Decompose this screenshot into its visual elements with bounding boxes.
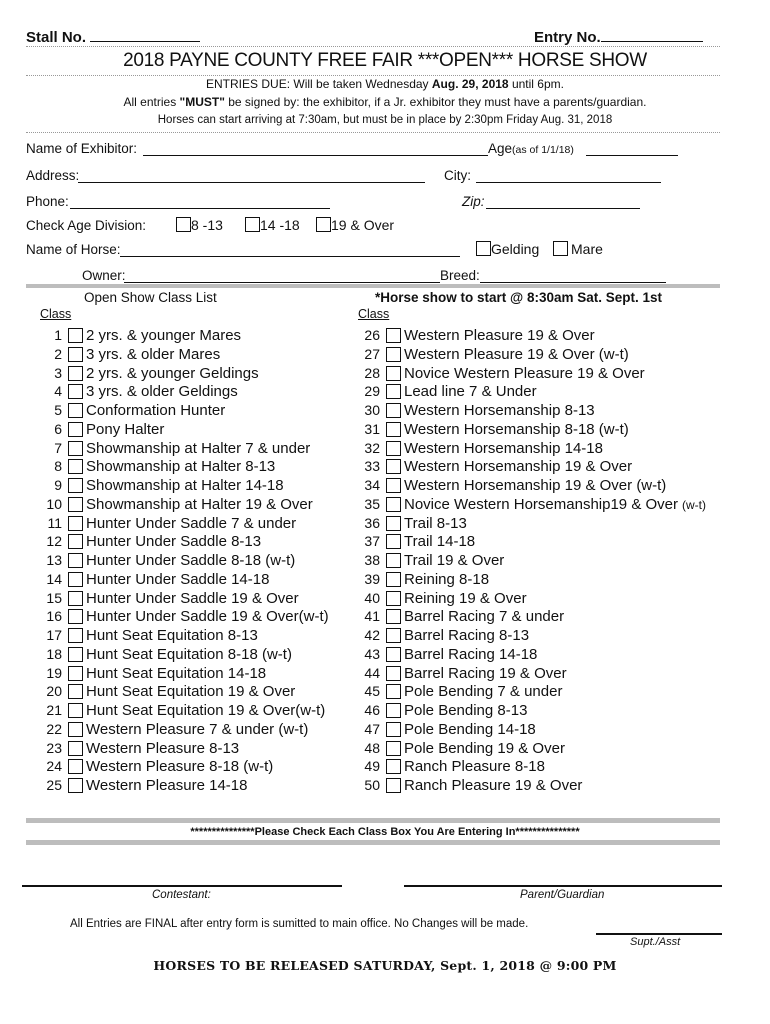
class-number: 7: [54, 439, 62, 456]
class-row[interactable]: [360, 439, 603, 457]
class-name: Barrel Racing 8-13: [404, 627, 530, 644]
check-note: ***************Please Check Each Class Box You Are Entering In***************: [190, 826, 580, 838]
age-input[interactable]: [586, 155, 678, 156]
class-checkbox[interactable]: [68, 591, 83, 606]
class-name: Western Horsemanship 14-18: [404, 439, 603, 457]
age-division-8-13-label: 8 -13: [191, 217, 223, 233]
class-name: Pole Bending 14-18: [404, 720, 536, 738]
class-checkbox[interactable]: [386, 778, 401, 793]
class-row[interactable]: [42, 326, 241, 344]
class-checkbox[interactable]: [386, 366, 401, 381]
class-row[interactable]: [360, 457, 632, 475]
class-row[interactable]: [360, 420, 629, 438]
class-checkbox[interactable]: [68, 647, 83, 662]
class-checkbox[interactable]: [386, 666, 401, 681]
class-row[interactable]: [42, 776, 247, 794]
class-name: Pole Bending 19 & Over: [404, 739, 565, 757]
class-row[interactable]: [42, 645, 292, 663]
class-checkbox[interactable]: [68, 478, 83, 493]
signature-requirement: [0, 95, 770, 109]
class-number: 29: [364, 383, 380, 400]
class-number: 13: [46, 552, 62, 568]
class-row[interactable]: [42, 720, 308, 738]
class-checkbox[interactable]: [386, 759, 401, 774]
class-number: 23: [46, 739, 62, 756]
city-input[interactable]: [476, 182, 661, 183]
class-name: Hunter Under Saddle 8-18 (w-t): [86, 552, 296, 569]
class-checkbox[interactable]: [386, 441, 401, 456]
class-number: 25: [46, 777, 62, 793]
class-row[interactable]: [360, 345, 629, 363]
horse-label: Name of Horse:: [26, 242, 121, 257]
class-number: 15: [46, 589, 62, 606]
class-number: 5: [54, 402, 62, 418]
class-row[interactable]: [42, 345, 220, 363]
entry-number-line[interactable]: [601, 27, 703, 42]
address-input[interactable]: [78, 182, 425, 183]
gelding-label: Gelding: [491, 241, 540, 257]
checkbox[interactable]: [176, 217, 191, 232]
class-row[interactable]: [42, 420, 164, 438]
age-note: (as of 1/1/18): [512, 144, 574, 156]
class-name: Hunter Under Saddle 19 & Over: [86, 589, 299, 607]
class-number: 10: [46, 495, 62, 512]
class-number: 24: [46, 758, 62, 775]
class-row[interactable]: [360, 532, 475, 550]
class-name: Western Horsemanship 8-13: [404, 402, 595, 419]
owner-input[interactable]: [124, 282, 440, 283]
class-name: 2 yrs. & younger Mares: [86, 327, 242, 344]
class-name: Reining 8-18: [404, 570, 490, 588]
class-checkbox[interactable]: [386, 422, 401, 437]
class-number: 18: [46, 645, 62, 662]
class-row[interactable]: [42, 495, 313, 513]
class-name: Trail 14-18: [404, 533, 476, 551]
class-name: Western Pleasure 8-13: [86, 739, 240, 757]
class-row[interactable]: [42, 457, 275, 475]
parent-signature-line[interactable]: [404, 885, 722, 887]
final-note: All Entries are FINAL after entry form is sumitted to main office. No Changes will be made.: [70, 918, 529, 930]
class-name: Novice Western Horsemanship19 & Over: [404, 495, 678, 513]
entries-due-label: ENTRIES DUE:: [206, 77, 291, 91]
class-name: Ranch Pleasure 19 & Over: [404, 777, 583, 794]
class-row[interactable]: [360, 720, 536, 738]
class-checkbox[interactable]: [386, 684, 401, 699]
class-row[interactable]: [360, 682, 562, 700]
class-row[interactable]: [42, 382, 238, 400]
class-number: 36: [364, 514, 380, 531]
class-number: 17: [46, 627, 62, 643]
class-row[interactable]: [42, 739, 239, 757]
class-number: 27: [364, 345, 380, 362]
class-name: Pole Bending 7 & under: [404, 683, 563, 701]
class-number: 32: [364, 439, 380, 456]
class-name: Novice Western Pleasure 19 & Over: [404, 364, 645, 382]
mare-option[interactable]: [553, 241, 603, 257]
class-number: 50: [364, 777, 380, 793]
age-division-8-13[interactable]: [176, 217, 223, 233]
class-checkbox[interactable]: [68, 666, 83, 681]
class-number: 1: [54, 327, 62, 343]
class-number: 47: [364, 720, 380, 737]
class-checkbox[interactable]: [68, 403, 83, 418]
class-name: Hunt Seat Equitation 14-18: [86, 664, 267, 682]
divider: [26, 46, 720, 47]
class-checkbox[interactable]: [386, 497, 401, 512]
class-checkbox[interactable]: [386, 609, 401, 624]
stall-number-line[interactable]: [90, 27, 200, 42]
age-division-14-18[interactable]: [245, 217, 300, 233]
class-number: 12: [46, 533, 62, 550]
exhibitor-input[interactable]: [143, 155, 488, 156]
entries-due-time: until 6pm.: [508, 77, 564, 91]
entries-due-text: Will be taken Wednesday: [290, 77, 432, 91]
class-row[interactable]: [42, 589, 299, 607]
entry-number-field[interactable]: [534, 27, 703, 46]
class-checkbox[interactable]: [386, 591, 401, 606]
class-checkbox[interactable]: [68, 703, 83, 718]
class-number: 19: [46, 664, 62, 681]
class-row[interactable]: [42, 570, 269, 588]
entry-label: Entry No.: [534, 29, 601, 46]
class-name: 2 yrs. & younger Geldings: [86, 364, 259, 382]
class-row[interactable]: [360, 364, 645, 382]
class-number: 33: [364, 458, 380, 475]
class-checkbox[interactable]: [386, 384, 401, 399]
exhibitor-label: Name of Exhibitor:: [26, 141, 138, 156]
class-checkbox[interactable]: [68, 516, 83, 531]
class-row[interactable]: [360, 701, 527, 719]
release-note: HORSES TO BE RELEASED SATURDAY, Sept. 1, 2018 @ 9:00 PM: [153, 958, 617, 973]
class-checkbox[interactable]: [386, 328, 401, 343]
class-checkbox[interactable]: [68, 534, 83, 549]
class-row[interactable]: [42, 401, 225, 419]
class-checkbox[interactable]: [386, 516, 401, 531]
class-number: 2: [54, 345, 62, 362]
class-name: Barrel Racing 7 & under: [404, 608, 565, 626]
parent-label: Parent/Guardian: [520, 889, 605, 901]
divider: [26, 284, 720, 288]
supt-label: Supt./Asst: [630, 936, 681, 948]
signed-must: "MUST": [179, 95, 225, 109]
class-row[interactable]: [42, 364, 259, 382]
class-checkbox[interactable]: [68, 328, 83, 343]
class-checkbox[interactable]: [386, 628, 401, 643]
class-name: Hunt Seat Equitation 19 & Over(w-t): [86, 702, 326, 719]
class-row[interactable]: [42, 682, 295, 700]
age-division-19-over-label: 19 & Over: [331, 217, 395, 233]
class-name: Western Pleasure 14-18: [86, 777, 248, 794]
class-row[interactable]: [42, 701, 325, 719]
class-checkbox[interactable]: [68, 759, 83, 774]
zip-label: Zip:: [462, 194, 485, 209]
stall-number-field[interactable]: [26, 27, 200, 46]
address-label: Address:: [26, 168, 80, 183]
horse-input[interactable]: [120, 256, 460, 257]
class-row[interactable]: [360, 514, 467, 532]
class-name: Hunter Under Saddle 14-18: [86, 570, 270, 588]
gelding-option[interactable]: [476, 241, 539, 257]
class-row[interactable]: [360, 382, 537, 400]
class-row[interactable]: [360, 739, 565, 757]
age-division-label: Check Age Division:: [26, 218, 147, 233]
class-name: Hunt Seat Equitation 8-18 (w-t): [86, 645, 292, 663]
class-number: 38: [364, 552, 380, 568]
class-number: 35: [364, 495, 380, 512]
zip-input[interactable]: [486, 208, 640, 209]
mare-label: Mare: [571, 241, 603, 257]
divider: [26, 75, 720, 76]
class-number: 39: [364, 570, 380, 587]
class-row[interactable]: [360, 626, 529, 644]
signed-pre: All entries: [123, 95, 180, 109]
class-name: Conformation Hunter: [86, 402, 226, 419]
class-name: Hunt Seat Equitation 8-13: [86, 627, 258, 644]
class-number: 8: [54, 458, 62, 475]
class-number: 22: [46, 720, 62, 737]
class-row[interactable]: [360, 570, 489, 588]
class-row[interactable]: [360, 757, 545, 775]
class-number: 43: [364, 645, 380, 662]
class-name: Hunter Under Saddle 19 & Over(w-t): [86, 608, 329, 626]
class-row[interactable]: [42, 551, 295, 569]
class-checkbox[interactable]: [386, 534, 401, 549]
age-division-19-over[interactable]: [316, 217, 394, 233]
class-name: Showmanship at Halter 19 & Over: [86, 495, 313, 513]
class-row[interactable]: [42, 532, 261, 550]
class-checkbox[interactable]: [68, 628, 83, 643]
class-number: 37: [364, 533, 380, 550]
class-name: Western Horsemanship 19 & Over: [404, 458, 633, 476]
class-number: 20: [46, 683, 62, 700]
class-name: Pony Halter: [86, 420, 165, 438]
class-checkbox[interactable]: [386, 403, 401, 418]
breed-label: Breed:: [440, 268, 480, 283]
class-checkbox[interactable]: [68, 347, 83, 362]
class-name: Western Pleasure 7 & under (w-t): [86, 720, 309, 738]
class-checkbox[interactable]: [68, 609, 83, 624]
arrival-note: Horses can start arriving at 7:30am, but must be in place by 2:30pm Friday Aug. 31, 2018: [157, 114, 613, 126]
class-name: Western Horsemanship 19 & Over (w-t): [404, 477, 667, 494]
class-name: Showmanship at Halter 8-13: [86, 458, 276, 476]
class-name: Trail 8-13: [404, 514, 467, 532]
class-checkbox[interactable]: [386, 703, 401, 718]
supt-signature-line[interactable]: [596, 933, 722, 935]
class-checkbox[interactable]: [386, 459, 401, 474]
contestant-label: Contestant:: [152, 889, 211, 901]
class-row[interactable]: [42, 607, 329, 625]
signed-post: be signed by: the exhibitor, if a Jr. exhibitor they must have a parents/guardian.: [224, 95, 647, 109]
divider: [26, 840, 720, 845]
class-row[interactable]: [360, 645, 537, 663]
class-checkbox[interactable]: [68, 422, 83, 437]
class-number: 28: [364, 364, 380, 381]
owner-label: Owner:: [82, 268, 126, 283]
class-checkbox[interactable]: [68, 459, 83, 474]
class-row[interactable]: [42, 664, 266, 682]
checkbox[interactable]: [245, 217, 260, 232]
class-row[interactable]: [42, 476, 284, 494]
class-row[interactable]: [360, 664, 567, 682]
checkbox[interactable]: [476, 241, 491, 256]
class-number: 16: [46, 608, 62, 625]
class-number: 48: [364, 739, 380, 756]
class-name: Lead line 7 & Under: [404, 383, 537, 401]
class-row[interactable]: [360, 589, 527, 607]
age-division-14-18-label: 14 -18: [260, 217, 300, 233]
class-checkbox[interactable]: [68, 366, 83, 381]
class-checkbox[interactable]: [68, 684, 83, 699]
class-number: 4: [54, 383, 62, 400]
class-name: Western Horsemanship 8-18 (w-t): [404, 420, 629, 438]
class-name: Barrel Racing 14-18: [404, 645, 538, 663]
class-checkbox[interactable]: [386, 478, 401, 493]
class-checkbox[interactable]: [68, 741, 83, 756]
contestant-signature-line[interactable]: [22, 885, 342, 887]
class-number: 14: [46, 570, 62, 587]
class-number: 49: [364, 758, 380, 775]
class-name: Western Pleasure 19 & Over (w-t): [404, 345, 629, 363]
class-number: 40: [364, 589, 380, 606]
class-name: Showmanship at Halter 14-18: [86, 477, 284, 494]
class-number: 42: [364, 627, 380, 643]
class-name: Showmanship at Halter 7 & under: [86, 439, 311, 457]
class-checkbox[interactable]: [68, 553, 83, 568]
checkbox[interactable]: [553, 241, 568, 256]
class-number: 9: [54, 477, 62, 493]
class-checkbox[interactable]: [68, 441, 83, 456]
class-number: 45: [364, 683, 380, 700]
class-header-right: Class: [358, 307, 390, 321]
start-time-note: *Horse show to start @ 8:30am Sat. Sept. 1st: [375, 290, 663, 305]
entries-due-line: [0, 77, 770, 91]
class-row[interactable]: [360, 607, 564, 625]
class-number: 41: [364, 608, 380, 625]
class-name: Trail 19 & Over: [404, 552, 505, 569]
divider: [26, 132, 720, 133]
class-number: 26: [364, 327, 380, 343]
phone-input[interactable]: [70, 208, 330, 209]
class-row[interactable]: [42, 439, 310, 457]
class-name: Western Pleasure 19 & Over: [404, 327, 595, 344]
city-label: City:: [444, 168, 471, 183]
divider: [26, 818, 720, 823]
class-number: 11: [47, 514, 62, 531]
class-row[interactable]: [360, 476, 666, 494]
class-row[interactable]: [360, 401, 595, 419]
checkbox[interactable]: [316, 217, 331, 232]
class-checkbox[interactable]: [68, 384, 83, 399]
class-checkbox[interactable]: [68, 722, 83, 737]
class-name: 3 yrs. & older Mares: [86, 345, 221, 363]
class-name: Reining 19 & Over: [404, 589, 527, 607]
class-number: 34: [364, 477, 380, 493]
class-number: 21: [46, 702, 62, 718]
class-row[interactable]: [360, 326, 595, 344]
class-checkbox[interactable]: [68, 497, 83, 512]
class-number: 30: [364, 402, 380, 418]
class-suffix: (w-t): [682, 497, 706, 512]
class-checkbox[interactable]: [386, 347, 401, 362]
class-number: 31: [364, 420, 380, 437]
class-row[interactable]: [360, 551, 504, 569]
class-number: 6: [54, 420, 62, 437]
stall-label: Stall No.: [26, 29, 87, 46]
class-row[interactable]: [360, 776, 582, 794]
class-checkbox[interactable]: [386, 553, 401, 568]
entries-due-date: Aug. 29, 2018: [431, 77, 509, 91]
class-number: 46: [364, 702, 380, 718]
class-name: Pole Bending 8-13: [404, 702, 528, 719]
open-show-title: Open Show Class List: [84, 290, 217, 305]
class-name: Barrel Racing 19 & Over: [404, 664, 567, 682]
class-name: Hunter Under Saddle 7 & under: [86, 514, 297, 532]
class-row[interactable]: [42, 757, 273, 775]
class-checkbox[interactable]: [386, 647, 401, 662]
class-name: Western Pleasure 8-18 (w-t): [86, 758, 274, 776]
class-name: 3 yrs. & older Geldings: [86, 383, 238, 401]
class-name: Hunt Seat Equitation 19 & Over: [86, 683, 296, 701]
class-row[interactable]: [42, 514, 296, 532]
page-title: 2018 PAYNE COUNTY FREE FAIR ***OPEN*** HORSE SHOW: [123, 50, 647, 71]
class-checkbox[interactable]: [386, 722, 401, 737]
class-header-left: Class: [40, 307, 72, 321]
breed-input[interactable]: [480, 282, 666, 283]
class-checkbox[interactable]: [68, 778, 83, 793]
class-number: 44: [364, 664, 380, 681]
class-checkbox[interactable]: [386, 741, 401, 756]
class-checkbox[interactable]: [68, 572, 83, 587]
age-label: Age: [488, 141, 513, 156]
class-row[interactable]: [360, 495, 706, 513]
class-row[interactable]: [42, 626, 258, 644]
class-name: Hunter Under Saddle 8-13: [86, 533, 262, 551]
phone-label: Phone:: [26, 194, 69, 209]
class-number: 3: [54, 364, 62, 381]
age-field-label: [488, 141, 574, 156]
class-checkbox[interactable]: [386, 572, 401, 587]
class-name: Ranch Pleasure 8-18: [404, 758, 545, 776]
